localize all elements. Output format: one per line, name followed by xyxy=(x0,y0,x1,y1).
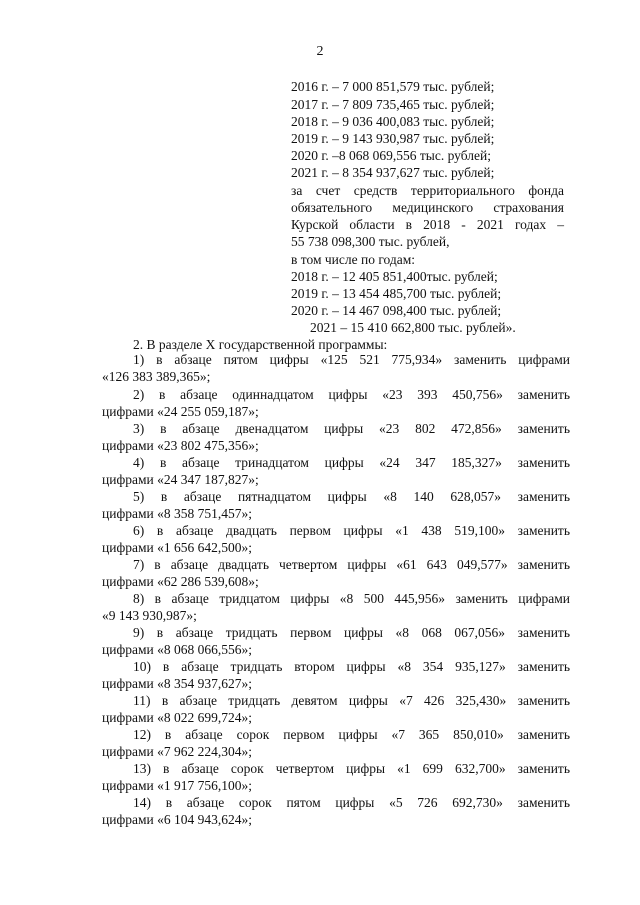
item-second-line: цифрами «8 354 937,627»; xyxy=(102,676,252,691)
item-first-line: 3) в абзаце двенадцатом цифры «23 802 472,856» заменить xyxy=(133,421,570,436)
item-second-line: цифрами «7 962 224,304»; xyxy=(102,744,252,759)
fund-line: за счет средств территориального фонда xyxy=(291,183,564,198)
item-first-line: 9) в абзаце тридцать первом цифры «8 068 067,056» заменить xyxy=(133,625,570,640)
item-second-line: цифрами «24 255 059,187»; xyxy=(102,404,259,419)
fund-line: в том числе по годам: xyxy=(291,252,416,267)
item-first-line: 10) в абзаце тридцать втором цифры «8 354 935,127» заменить xyxy=(133,659,570,674)
item-first-line: 5) в абзаце пятнадцатом цифры «8 140 628,057» заменить xyxy=(133,489,570,504)
item-first-line: 13) в абзаце сорок четвертом цифры «1 699 632,700» заменить xyxy=(133,761,570,776)
item-first-line: 14) в абзаце сорок пятом цифры «5 726 692,730» заменить xyxy=(133,795,570,810)
item-second-line: цифрами «62 286 539,608»; xyxy=(102,574,259,589)
item-second-line: цифрами «6 104 943,624»; xyxy=(102,812,252,827)
year-line: 2016 г. – 7 000 851,579 тыс. рублей; xyxy=(291,79,495,94)
fund-line: 2019 г. – 13 454 485,700 тыс. рублей; xyxy=(291,286,502,301)
item-second-line: «126 383 389,365»; xyxy=(102,369,211,384)
item-second-line: цифрами «1 917 756,100»; xyxy=(102,778,252,793)
fund-line: 2020 г. – 14 467 098,400 тыс. рублей; xyxy=(291,303,502,318)
page-number: 2 xyxy=(316,44,324,59)
item-first-line: 7) в абзаце двадцать четвертом цифры «61 643 049,577» заменить xyxy=(133,557,570,572)
item-second-line: цифрами «24 347 187,827»; xyxy=(102,472,259,487)
fund-line: 55 738 098,300 тыс. рублей, xyxy=(291,234,450,249)
item-second-line: цифрами «1 656 642,500»; xyxy=(102,540,252,555)
item-first-line: 6) в абзаце двадцать первом цифры «1 438 519,100» заменить xyxy=(133,523,570,538)
item-second-line: цифрами «8 068 066,556»; xyxy=(102,642,252,657)
fund-line: Курской области в 2018 - 2021 годах – xyxy=(291,217,564,232)
item-second-line: цифрами «23 802 475,356»; xyxy=(102,438,259,453)
fund-line: 2018 г. – 12 405 851,400тыс. рублей; xyxy=(291,269,498,284)
item-first-line: 8) в абзаце тридцатом цифры «8 500 445,956» заменить цифрами xyxy=(133,591,570,606)
fund-line: обязательного медицинского страхования xyxy=(291,200,564,215)
year-line: 2020 г. –8 068 069,556 тыс. рублей; xyxy=(291,148,491,163)
year-line: 2019 г. – 9 143 930,987 тыс. рублей; xyxy=(291,131,495,146)
item-first-line: 1) в абзаце пятом цифры «125 521 775,934» заменить цифрами xyxy=(133,352,570,367)
section-heading: 2. В разделе X государственной программы: xyxy=(133,337,388,352)
item-second-line: цифрами «8 022 699,724»; xyxy=(102,710,252,725)
item-second-line: «9 143 930,987»; xyxy=(102,608,197,623)
item-second-line: цифрами «8 358 751,457»; xyxy=(102,506,252,521)
year-line: 2018 г. – 9 036 400,083 тыс. рублей; xyxy=(291,114,495,129)
item-first-line: 2) в абзаце одиннадцатом цифры «23 393 450,756» заменить xyxy=(133,387,570,402)
year-line: 2021 г. – 8 354 937,627 тыс. рублей; xyxy=(291,165,495,180)
year-line: 2017 г. – 7 809 735,465 тыс. рублей; xyxy=(291,97,495,112)
item-first-line: 4) в абзаце тринадцатом цифры «24 347 185,327» заменить xyxy=(133,455,570,470)
fund-line: 2021 – 15 410 662,800 тыс. рублей». xyxy=(310,320,516,335)
item-first-line: 12) в абзаце сорок первом цифры «7 365 850,010» заменить xyxy=(133,727,570,742)
item-first-line: 11) в абзаце тридцать девятом цифры «7 426 325,430» заменить xyxy=(133,693,570,708)
